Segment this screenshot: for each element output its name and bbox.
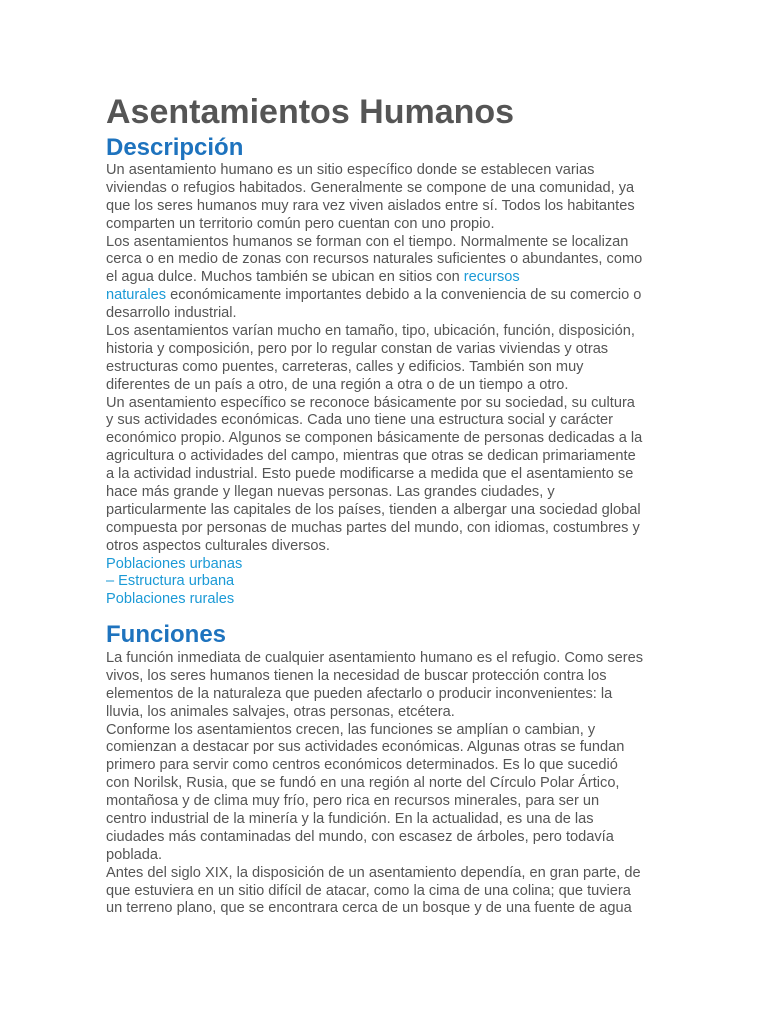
dash-prefix: – — [106, 573, 119, 590]
text-line: agricultura o actividades del campo, mientras que otras se dedican primariamente — [106, 448, 636, 465]
text-line — [106, 287, 686, 305]
text-line: Conforme los asentamientos crecen, las funciones se amplían o cambian, y — [106, 721, 596, 738]
text-line: viviendas o refugios habitados. Generalmente se compone de una comunidad, ya — [106, 179, 635, 196]
text-line: otros aspectos culturales diversos. — [106, 537, 330, 554]
text-line: poblada. — [106, 846, 162, 863]
text-line: estructuras como puentes, carreteras, calles y edificios. También son muy — [106, 358, 584, 375]
text-line: primero para servir como centros económicos determinados. Es lo que sucedió — [106, 757, 618, 774]
text-line: diferentes de un país a otro, de una región a otra o de un tiempo a otro. — [106, 376, 569, 393]
text-line: historia y composición, pero por lo regular constan de varias viviendas y otras — [106, 340, 609, 357]
text-segment: el agua dulce. Muchos también se ubican en sitios con — [106, 269, 464, 286]
text-line: particularmente las capitales de los países, tienden a albergar una sociedad global — [106, 501, 641, 518]
link-estructura-urbana[interactable]: Estructura urbana — [118, 573, 235, 590]
link-line — [106, 591, 686, 609]
text-line: Los asentamientos humanos se forman con el tiempo. Normalmente se localizan — [106, 233, 629, 250]
link-poblaciones-urbanas[interactable]: Poblaciones urbanas — [106, 555, 243, 572]
text-line: desarrollo industrial. — [106, 305, 237, 322]
section-body-descripcion — [106, 162, 686, 609]
text-segment: económicamente importantes debido a la conveniencia de su comercio o — [166, 287, 642, 304]
text-line: con Norilsk, Rusia, que se fundó en una región al norte del Círculo Polar Ártico, — [106, 775, 620, 792]
section-heading-descripcion: Descripción — [106, 134, 244, 161]
link-line — [106, 573, 686, 591]
text-line: Un asentamiento específico se reconoce básicamente por su sociedad, su cultura — [106, 394, 635, 411]
text-line: Un asentamiento humano es un sitio específico donde se establecen varias — [106, 162, 595, 178]
text-line: comparten un territorio común pero cuentan con uno propio. — [106, 215, 495, 232]
text-line: Los asentamientos varían mucho en tamaño, tipo, ubicación, función, disposición, — [106, 323, 635, 340]
text-line: vivos, los seres humanos tienen la necesidad de buscar protección contra los — [106, 667, 607, 684]
text-line: económico propio. Algunos se componen básicamente de personas dedicadas a la — [106, 430, 643, 447]
text-line: ciudades más contaminadas del mundo, con escasez de árboles, pero todavía — [106, 828, 614, 845]
section-body-funciones — [106, 650, 686, 918]
link-poblaciones-rurales[interactable]: Poblaciones rurales — [106, 591, 235, 608]
link-recursos-naturales-part1[interactable]: recursos — [463, 269, 520, 286]
link-recursos-naturales-part2[interactable]: naturales — [106, 287, 167, 304]
text-line: lluvia, los animales salvajes, otras personas, etcétera. — [106, 703, 455, 720]
page-title: Asentamientos Humanos — [106, 93, 515, 131]
text-line: comienzan a destacar por sus actividades económicas. Algunas otras se fundan — [106, 739, 625, 756]
text-line: y sus actividades económicas. Cada uno tiene una estructura social y carácter — [106, 412, 613, 429]
text-line: un terreno plano, que se encontrara cerca de un bosque y de una fuente de agua — [106, 900, 632, 917]
text-line: cerca o en medio de zonas con recursos naturales suficientes o abundantes, como — [106, 251, 643, 268]
text-line: centro industrial de la minería y la fundición. En la actualidad, es una de las — [106, 811, 594, 828]
text-line: Antes del siglo XIX, la disposición de un asentamiento dependía, en gran parte, de — [106, 864, 641, 881]
text-line: que estuviera en un sitio difícil de atacar, como la cima de una colina; que tuviera — [106, 882, 631, 899]
text-line — [106, 269, 686, 287]
text-line: montañosa y de clima muy frío, pero rica en recursos minerales, para ser un — [106, 793, 600, 810]
text-line: La función inmediata de cualquier asentamiento humano es el refugio. Como seres — [106, 650, 644, 666]
link-line — [106, 556, 686, 574]
text-line: que los seres humanos muy rara vez viven aislados entre sí. Todos los habitantes — [106, 197, 635, 214]
text-line: elementos de la naturaleza que pueden afectarlo o producir inconvenientes: la — [106, 685, 613, 702]
text-line: hace más grande y llegan nuevas personas. Las grandes ciudades, y — [106, 484, 555, 501]
section-heading-funciones: Funciones — [106, 621, 227, 648]
text-line: a la actividad industrial. Esto puede modificarse a medida que el asentamiento se — [106, 466, 634, 483]
text-line: compuesta por personas de muchas partes del mundo, con idiomas, costumbres y — [106, 519, 640, 536]
